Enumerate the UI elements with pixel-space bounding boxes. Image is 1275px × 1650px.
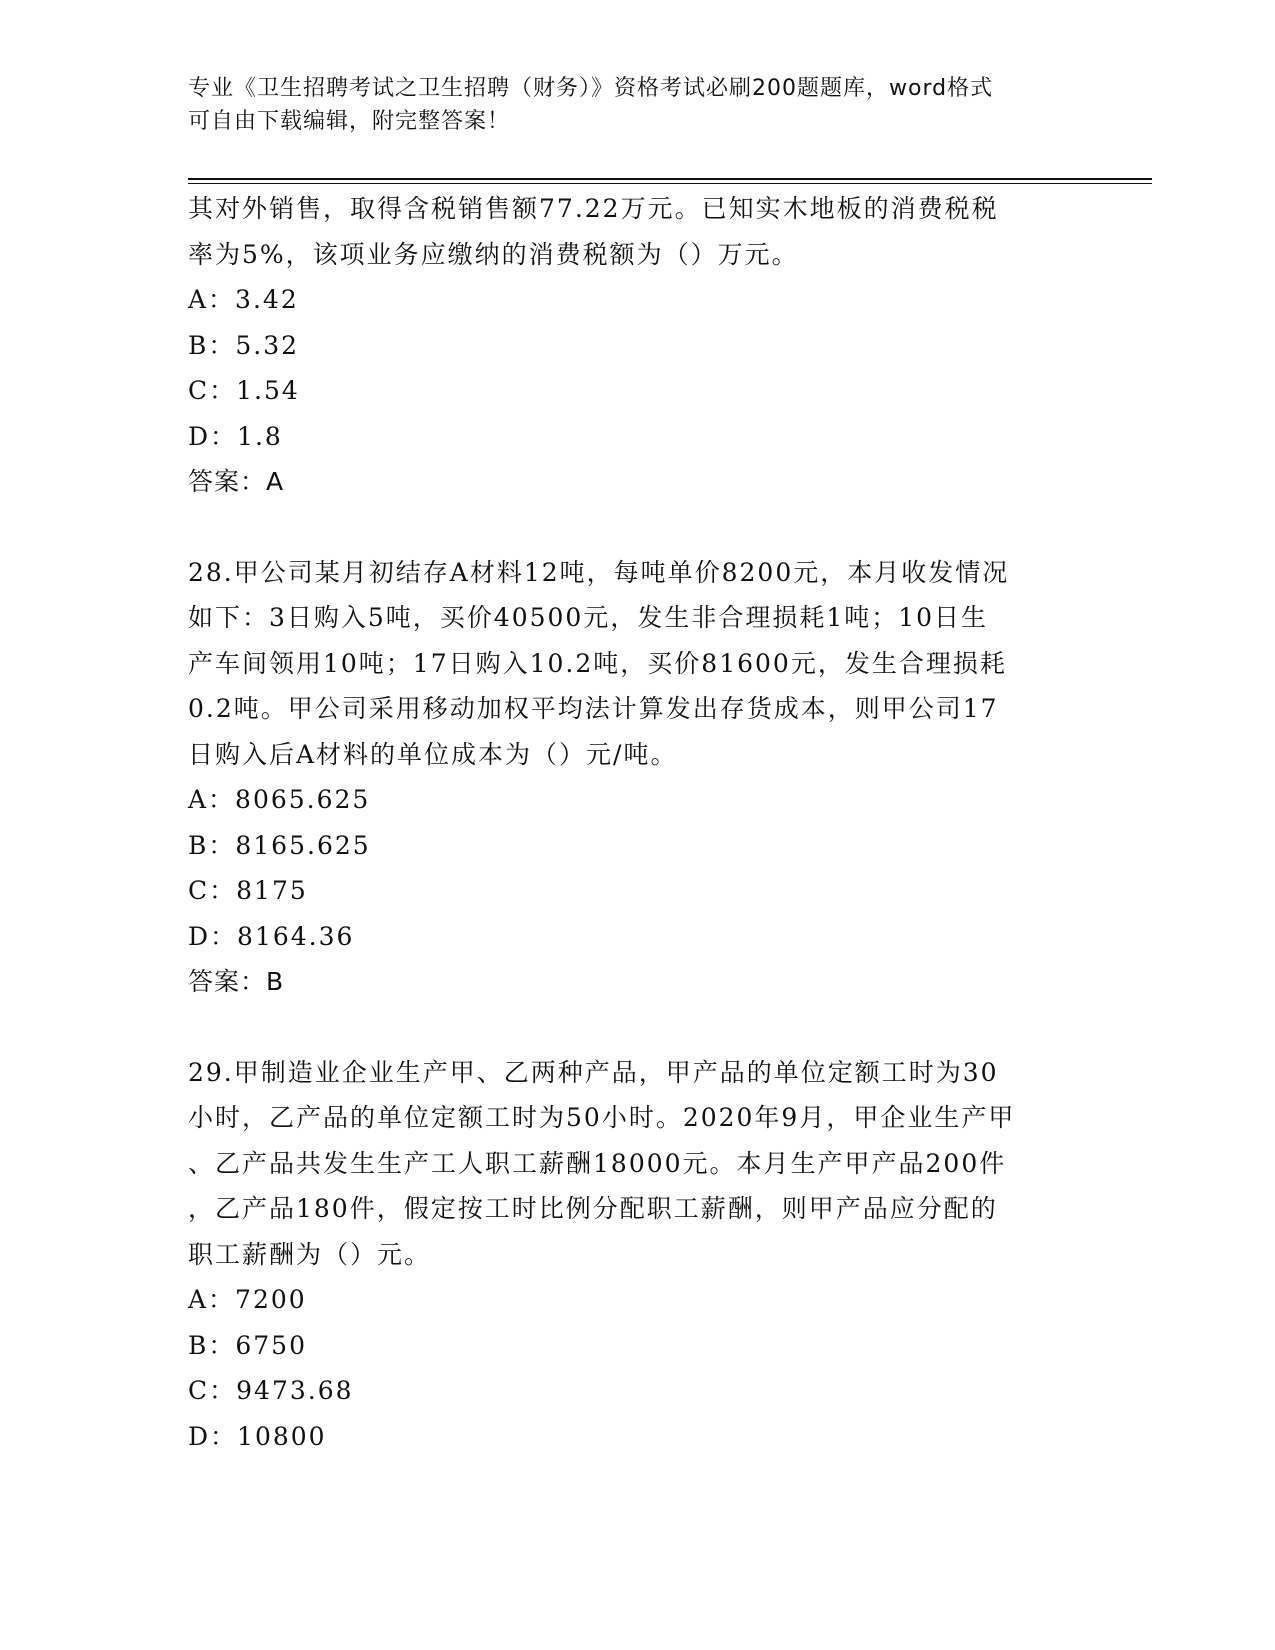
option-a: A：3.42 <box>188 285 299 314</box>
option-b: B：6750 <box>188 1330 307 1360</box>
question-27 <box>188 186 1088 505</box>
question-29 <box>188 1050 1088 1460</box>
question-list <box>188 186 1088 1459</box>
question-stem-line: 小时，乙产品的单位定额工时为50小时。2020年9月，甲企业生产甲 <box>188 1103 1016 1132</box>
option-b: B：8165.625 <box>188 830 371 860</box>
question-stem-line: 29.甲制造业企业生产甲、乙两种产品，甲产品的单位定额工时为30 <box>188 1057 999 1087</box>
question-stem-line: 职工薪酬为（）元。 <box>188 1239 432 1269</box>
question-stem-line: ，乙产品180件，假定按工时比例分配职工薪酬，则甲产品应分配的 <box>188 1194 998 1223</box>
option-a: A：7200 <box>188 1285 307 1314</box>
question-stem-line: 28.甲公司某月初结存A材料12吨，每吨单价8200元，本月收发情况 <box>188 557 1010 587</box>
page-header <box>188 72 1068 138</box>
answer-line: 答案：A <box>188 467 285 496</box>
question-stem-line: 日购入后A材料的单位成本为（）元/吨。 <box>188 739 678 769</box>
option-c: C：8175 <box>188 876 308 905</box>
header-divider <box>188 178 1152 184</box>
answer-line: 答案：B <box>188 967 285 996</box>
header-line-2: 可自由下载编辑，附完整答案！ <box>188 109 511 134</box>
option-d: D：1.8 <box>188 421 283 451</box>
question-stem-line: 、乙产品共发生生产工人职工薪酬18000元。本月生产甲产品200件 <box>188 1148 1007 1178</box>
question-stem-line: 如下：3日购入5吨，买价40500元，发生非合理损耗1吨；10日生 <box>188 603 989 632</box>
option-c: C：9473.68 <box>188 1376 354 1405</box>
option-c: C：1.54 <box>188 376 300 405</box>
option-d: D：10800 <box>188 1421 327 1451</box>
spacer <box>188 505 1088 550</box>
option-d: D：8164.36 <box>188 921 355 951</box>
question-stem-line: 其对外销售，取得含税销售额77.22万元。已知实木地板的消费税税 <box>188 194 999 223</box>
spacer <box>188 1005 1088 1050</box>
header-line-1: 专业《卫生招聘考试之卫生招聘（财务）》资格考试必刷200题题库，word格式 <box>188 76 994 101</box>
question-stem-line: 产车间领用10吨；17日购入10.2吨，买价81600元，发生合理损耗 <box>188 648 1007 678</box>
question-stem-line: 率为5%，该项业务应缴纳的消费税额为（）万元。 <box>188 239 799 269</box>
question-28 <box>188 550 1088 1005</box>
option-a: A：8065.625 <box>188 785 371 814</box>
question-stem-line: 0.2吨。甲公司采用移动加权平均法计算发出存货成本，则甲公司17 <box>188 694 999 723</box>
option-b: B：5.32 <box>188 330 300 360</box>
